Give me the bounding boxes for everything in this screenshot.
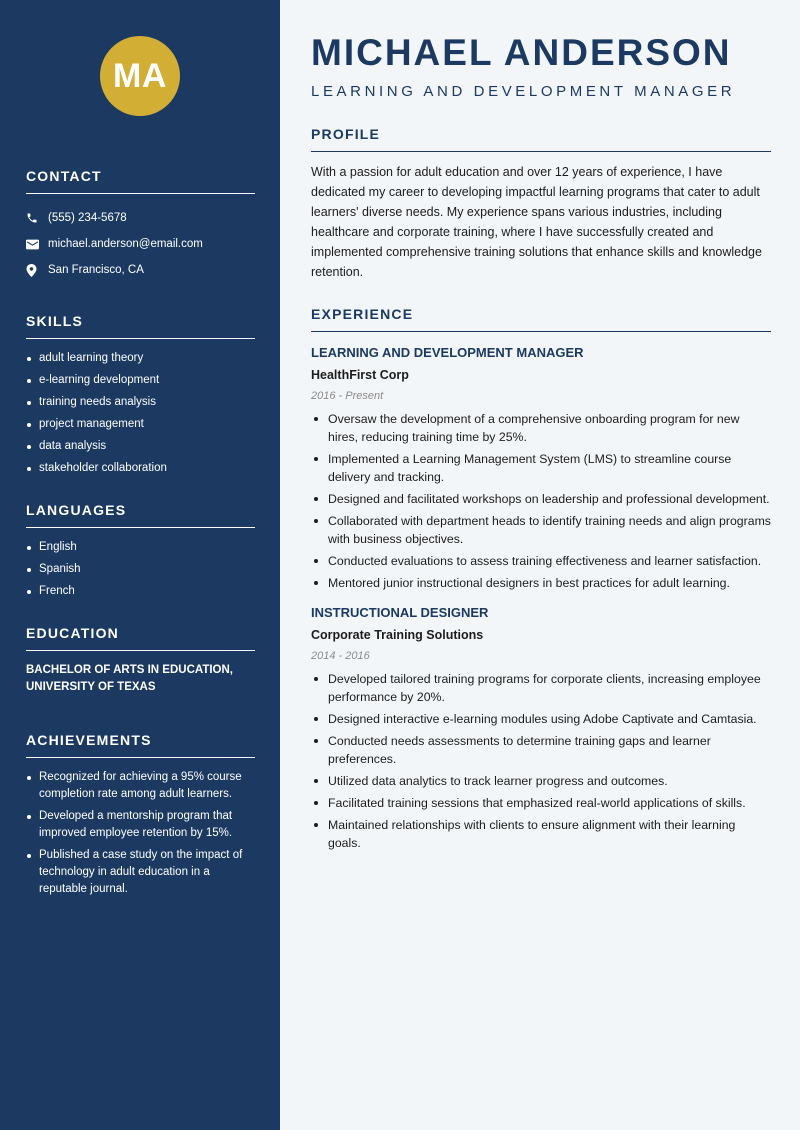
contact-phone xyxy=(26,205,255,231)
language-item: English xyxy=(26,539,255,556)
achievement-item: Recognized for achieving a 95% course completion rate among adult learners. xyxy=(26,769,255,803)
profile-heading: PROFILE xyxy=(311,126,771,152)
skill-item: e-learning development xyxy=(26,372,255,389)
skill-item: adult learning theory xyxy=(26,350,255,367)
skills-section xyxy=(26,313,255,477)
contact-location xyxy=(26,257,255,283)
sidebar xyxy=(0,0,280,1130)
skill-item: project management xyxy=(26,416,255,433)
location-text: San Francisco, CA xyxy=(48,264,144,276)
job-entry xyxy=(311,605,771,852)
job-bullet: Mentored junior instructional designers in best practices for adult learning. xyxy=(311,574,771,592)
job-bullet: Designed interactive e-learning modules using Adobe Captivate and Camtasia. xyxy=(311,710,771,728)
achievement-item: Developed a mentorship program that improved employee retention by 15%. xyxy=(26,808,255,842)
job-bullet: Facilitated training sessions that emphasized real-world applications of skills. xyxy=(311,794,771,812)
job-dates: 2014 - 2016 xyxy=(311,650,370,662)
job-bullet: Designed and facilitated workshops on leadership and professional development. xyxy=(311,490,771,508)
education-degree: BACHELOR OF ARTS IN EDUCATION, UNIVERSITY OF TEXAS xyxy=(26,664,233,693)
contact-section xyxy=(26,168,255,283)
job-bullet: Oversaw the development of a comprehensive onboarding program for new hires, reducing training time by 25%. xyxy=(311,410,771,446)
job-bullet: Developed tailored training programs for corporate clients, increasing employee performance by 20%. xyxy=(311,670,771,706)
job-bullet: Conducted evaluations to assess training effectiveness and learner satisfaction. xyxy=(311,552,771,570)
skill-item: data analysis xyxy=(26,438,255,455)
job-bullet: Utilized data analytics to track learner progress and outcomes. xyxy=(311,772,771,790)
achievements-heading: ACHIEVEMENTS xyxy=(26,732,255,758)
language-item: French xyxy=(26,583,255,600)
location-pin-icon xyxy=(26,264,48,277)
experience-section xyxy=(311,306,771,852)
contact-list xyxy=(26,205,255,283)
profile-section xyxy=(311,126,771,282)
achievements-list xyxy=(26,769,255,898)
candidate-role: LEARNING AND DEVELOPMENT MANAGER xyxy=(311,83,736,100)
skills-heading: SKILLS xyxy=(26,313,255,339)
phone-text: (555) 234-5678 xyxy=(48,212,127,224)
language-item: Spanish xyxy=(26,561,255,578)
education-heading: EDUCATION xyxy=(26,625,255,651)
job-bullet: Maintained relationships with clients to ensure alignment with their learning goals. xyxy=(311,816,771,852)
job-title: LEARNING AND DEVELOPMENT MANAGER xyxy=(311,345,584,360)
job-bullet: Implemented a Learning Management System (LMS) to streamline course delivery and tracking. xyxy=(311,450,771,486)
experience-heading: EXPERIENCE xyxy=(311,306,771,332)
job-bullet: Conducted needs assessments to determine training gaps and learner preferences. xyxy=(311,732,771,768)
email-text: michael.anderson@email.com xyxy=(48,238,203,250)
skill-item: training needs analysis xyxy=(26,394,255,411)
education-section xyxy=(26,625,255,696)
skill-item: stakeholder collaboration xyxy=(26,460,255,477)
skills-list xyxy=(26,350,255,477)
job-entry xyxy=(311,345,771,592)
job-dates: 2016 - Present xyxy=(311,390,384,402)
phone-icon xyxy=(26,212,48,224)
profile-text: With a passion for adult education and over 12 years of experience, I have dedicated my career to developing impactful learning programs that cater to adult learners' diverse needs. My experience spans various industries, including healthcare and corporate training, where I have successfully created and implemented comprehensive training solutions that enhance skills and knowledge retention. xyxy=(311,165,762,279)
mail-icon xyxy=(26,239,48,250)
job-bullets xyxy=(311,410,771,592)
job-bullet: Collaborated with department heads to identify training needs and align programs with business objectives. xyxy=(311,512,771,548)
achievements-section xyxy=(26,732,255,898)
main-content xyxy=(311,32,771,856)
job-company: HealthFirst Corp xyxy=(311,368,409,382)
avatar: MA xyxy=(100,36,180,116)
job-title: INSTRUCTIONAL DESIGNER xyxy=(311,605,489,620)
languages-heading: LANGUAGES xyxy=(26,502,255,528)
contact-email xyxy=(26,231,255,257)
languages-section xyxy=(26,502,255,600)
job-bullets xyxy=(311,670,771,852)
contact-heading: CONTACT xyxy=(26,168,255,194)
candidate-name: MICHAEL ANDERSON xyxy=(311,32,732,73)
languages-list xyxy=(26,539,255,600)
achievement-item: Published a case study on the impact of technology in adult education in a reputable journal. xyxy=(26,847,255,898)
job-company: Corporate Training Solutions xyxy=(311,628,484,642)
